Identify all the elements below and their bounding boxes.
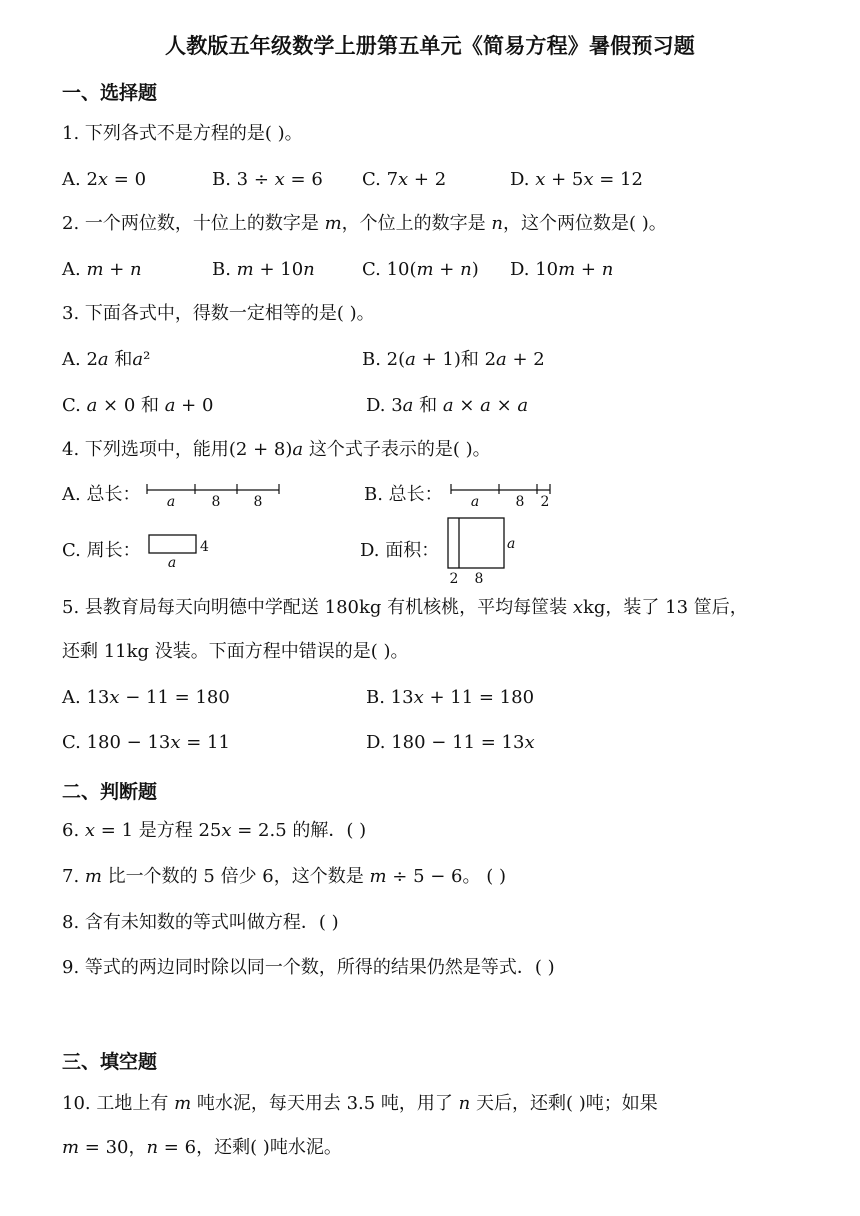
question-5-option-a: A. 13𝑥 − 11 = 180 [62,687,230,708]
question-1-option-d: D. 𝑥 + 5𝑥 = 12 [510,169,643,190]
figure-c-height-label: 4 [200,539,209,555]
question-3-stem: 3. 下面各式中，得数一定相等的是( )。 [62,303,375,324]
figure-b-segment-label-1: a [470,494,480,510]
question-5-option-b: B. 13𝑥 + 11 = 180 [366,687,535,708]
question-4-option-a-label: A. 总长： [62,484,141,505]
figure-a-segment-label-2: 8 [211,494,221,510]
question-3-option-a: A. 2𝑎 和𝑎² [62,349,151,370]
question-8: 8. 含有未知数的等式叫做方程．( ) [62,912,339,933]
question-5-option-d: D. 180 − 11 = 13𝑥 [366,732,535,753]
question-4-option-c-label: C. 周长： [62,540,141,561]
question-3-option-d: D. 3𝑎 和 𝑎 × 𝑎 × 𝑎 [366,395,529,416]
figure-d-width-label-1: 2 [449,571,459,586]
figure-c-rectangle [149,535,196,553]
section-heading-choice: 一、选择题 [62,82,158,104]
figure-a-segment-label-3: 8 [253,494,263,510]
question-2-stem: 2. 一个两位数，十位上的数字是 𝑚，个位上的数字是 𝑛，这个两位数是( )。 [62,213,667,234]
figure-b-segment-label-3: 2 [540,494,550,510]
question-2-option-d: D. 10𝑚 + 𝑛 [510,259,614,280]
question-4-option-d-label: D. 面积： [360,540,440,561]
question-5-option-c: C. 180 − 13𝑥 = 11 [62,732,230,753]
question-2-option-c: C. 10(𝑚 + 𝑛) [362,259,479,280]
question-3-option-b: B. 2(𝑎 + 1)和 2𝑎 + 2 [362,349,545,370]
question-4-stem: 4. 下列选项中，能用(2 + 8)𝑎 这个式子表示的是( )。 [62,439,491,460]
question-5-stem-line-1: 5. 县教育局每天向明德中学配送 180kg 有机核桃，平均每筐装 𝑥kg，装了 13 筐后， [62,597,748,618]
question-4-figure-a [145,482,290,510]
question-4-figure-d [446,516,521,586]
section-heading-judge: 二、判断题 [62,781,158,803]
question-4-figure-b [449,482,564,510]
figure-d-width-label-2: 8 [474,571,484,586]
question-1-option-a: A. 2𝑥 = 0 [62,169,147,190]
question-1-option-b: B. 3 ÷ 𝑥 = 6 [212,169,323,190]
question-10-line-2: 𝑚 = 30，𝑛 = 6，还剩( )吨水泥。 [62,1137,342,1158]
question-5-stem-line-2: 还剩 11kg 没装。下面方程中错误的是( )。 [62,641,409,662]
question-3-option-c: C. 𝑎 × 0 和 𝑎 + 0 [62,395,214,416]
figure-d-height-label: a [507,536,516,552]
question-1-stem: 1. 下列各式不是方程的是( )。 [62,123,303,144]
section-heading-fill: 三、填空题 [62,1051,158,1073]
question-6: 6. 𝑥 = 1 是方程 25𝑥 = 2.5 的解．( ) [62,820,367,841]
question-7: 7. 𝑚 比一个数的 5 倍少 6，这个数是 𝑚 ÷ 5 − 6。 ( ) [62,866,506,887]
figure-b-segment-label-2: 8 [515,494,525,510]
question-10-line-1: 10. 工地上有 𝑚 吨水泥，每天用去 3.5 吨，用了 𝑛 天后，还剩( )吨；如果 [62,1093,658,1114]
figure-d-outer-rectangle [448,518,504,568]
question-1-option-c: C. 7𝑥 + 2 [362,169,447,190]
page-title: 人教版五年级数学上册第五单元《简易方程》暑假预习题 [165,34,695,58]
figure-a-segment-label-1: a [166,494,176,510]
question-9: 9. 等式的两边同时除以同一个数，所得的结果仍然是等式．( ) [62,957,555,978]
figure-c-width-label: a [167,555,177,570]
question-4-figure-c [147,532,217,570]
question-4-option-b-label: B. 总长： [364,484,443,505]
question-2-option-b: B. 𝑚 + 10𝑛 [212,259,315,280]
question-2-option-a: A. 𝑚 + 𝑛 [62,259,142,280]
